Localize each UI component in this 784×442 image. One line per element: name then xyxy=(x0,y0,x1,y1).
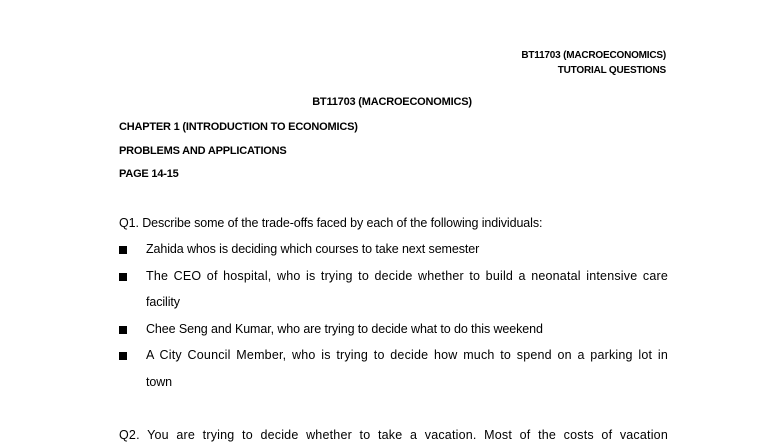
list-item-continuation: facility xyxy=(146,295,180,309)
section-heading: PROBLEMS AND APPLICATIONS xyxy=(119,145,287,157)
chapter-heading: CHAPTER 1 (INTRODUCTION TO ECONOMICS) xyxy=(119,121,358,133)
bullet-icon xyxy=(119,326,127,334)
header-sub-line: TUTORIAL QUESTIONS xyxy=(557,65,666,76)
bullet-icon xyxy=(119,246,127,254)
list-item: Chee Seng and Kumar, who are trying to decide what to do this weekend xyxy=(146,322,543,336)
question-1: Q1. Describe some of the trade-offs faced by each of the following individuals: xyxy=(119,216,543,230)
list-item: Zahida whos is deciding which courses to take next semester xyxy=(146,242,480,256)
list-item: The CEO of hospital, who is trying to decide whether to build a neonatal intensive care xyxy=(146,269,668,283)
document-title: BT11703 (MACROECONOMICS) xyxy=(312,96,472,108)
page-header xyxy=(521,48,666,78)
list-item-continuation: town xyxy=(146,375,173,389)
bullet-icon xyxy=(119,352,127,360)
question-2: Q2. You are trying to decide whether to take a vacation. Most of the costs of vacation xyxy=(119,428,668,442)
list-item: A City Council Member, who is trying to decide how much to spend on a parking lot in xyxy=(146,348,668,362)
bullet-icon xyxy=(119,273,127,281)
header-course-line: BT11703 (MACROECONOMICS) xyxy=(521,50,666,61)
pages-heading: PAGE 14-15 xyxy=(119,168,179,180)
